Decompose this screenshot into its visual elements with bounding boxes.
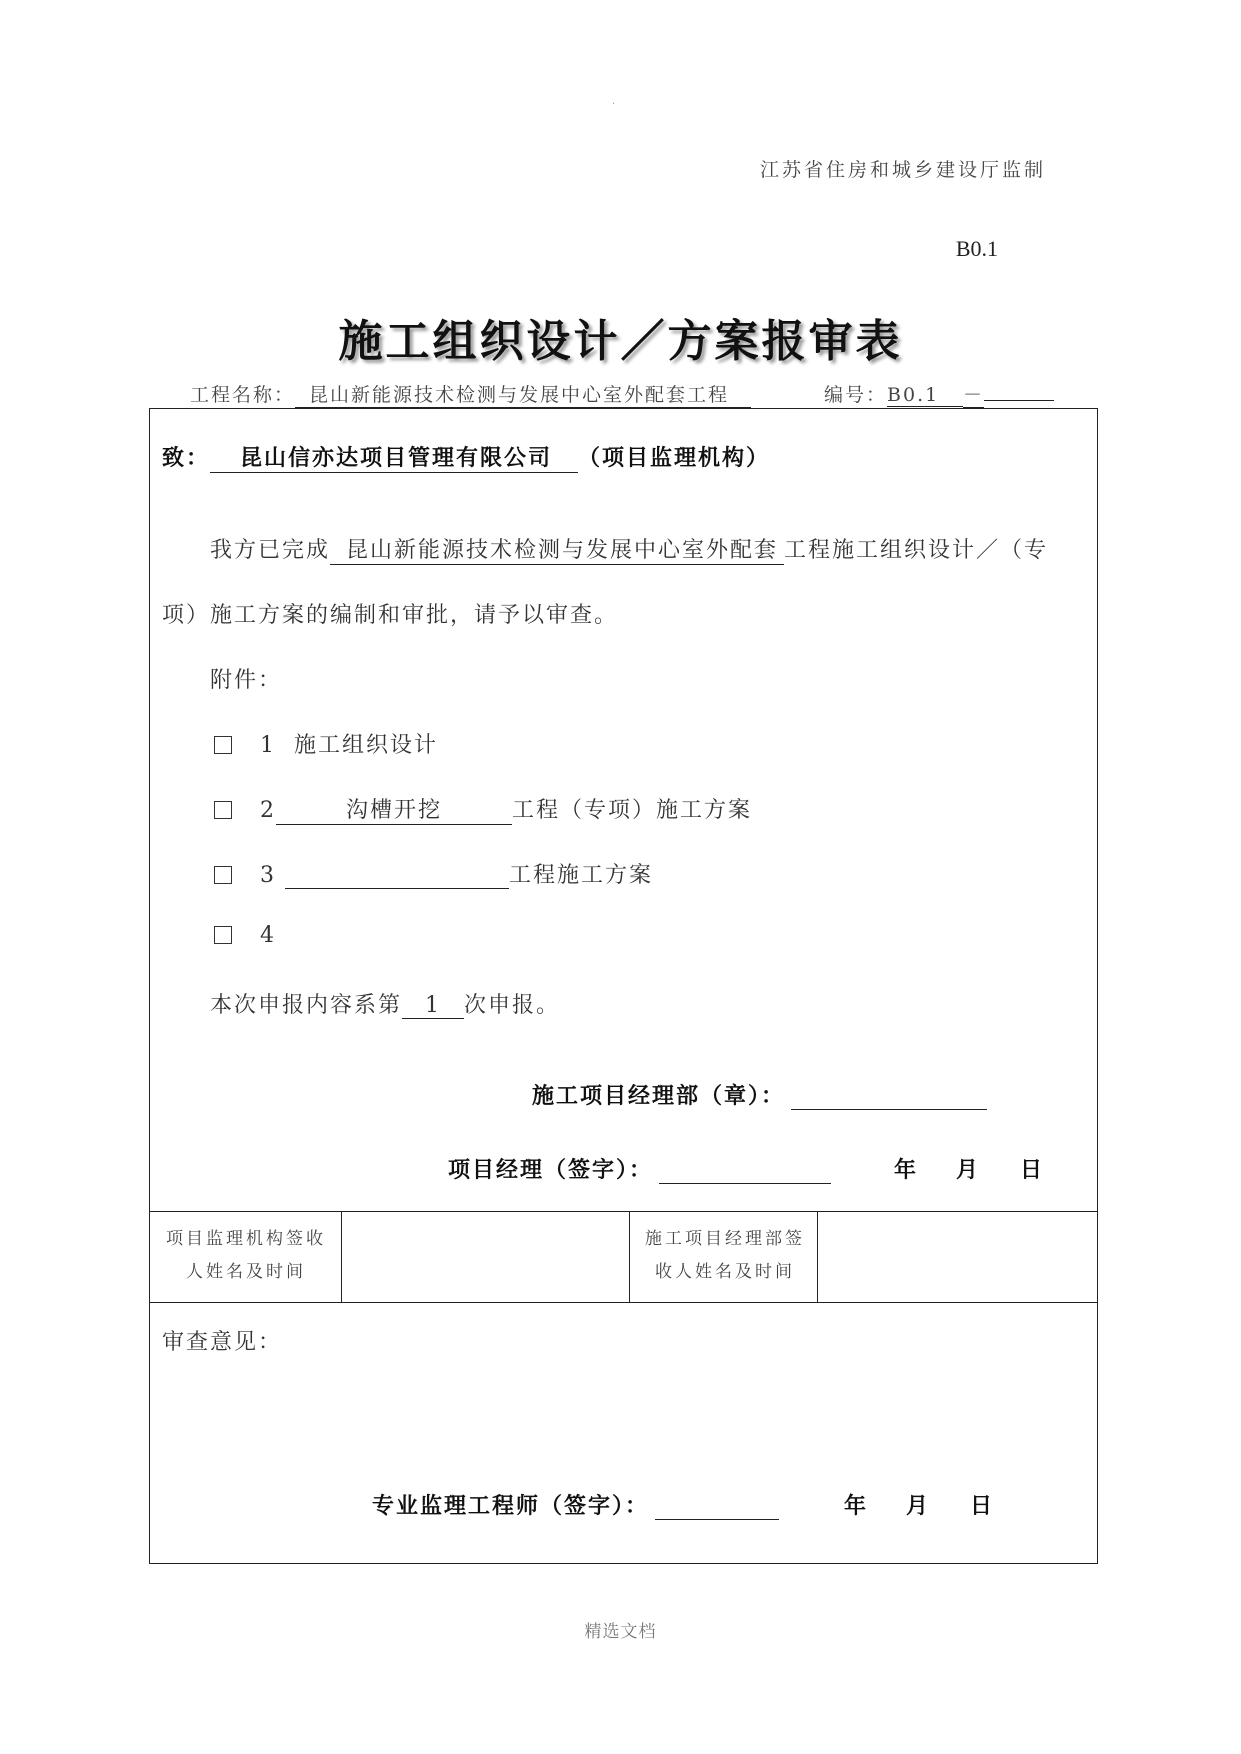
pm-year: 年 xyxy=(894,1158,919,1183)
addressee-line xyxy=(162,441,770,473)
review-opinion-field[interactable] xyxy=(150,1369,1097,1479)
attachment-item-1 xyxy=(214,728,438,759)
attachment-text-2: 工程（专项）施工方案 xyxy=(512,798,753,823)
attachment-text-3: 工程施工方案 xyxy=(509,863,654,888)
dept-seal-label: 施工项目经理部（章）： xyxy=(532,1084,786,1109)
attachment-text-1: 施工组织设计 xyxy=(294,733,439,758)
attachment-item-3 xyxy=(214,858,653,889)
checkbox-3[interactable] xyxy=(214,866,232,884)
project-name-value: 昆山新能源技术检测与发展中心室外配套工程 xyxy=(295,380,751,408)
pm-sign-blank xyxy=(659,1159,831,1184)
project-number-dash: － xyxy=(963,380,984,408)
para-project: 昆山新能源技术检测与发展中心室外配套 xyxy=(330,533,784,565)
row-divider-2 xyxy=(150,1302,1097,1303)
attachment-item-4 xyxy=(214,923,276,948)
pm-sign-label: 项目经理（签字）： xyxy=(448,1158,654,1183)
form-title: 施工组织设计／方案报审表 xyxy=(338,316,903,367)
form-table xyxy=(149,408,1098,1564)
attachments-label: 附件： xyxy=(210,668,283,693)
to-company: 昆山信亦达项目管理有限公司 xyxy=(210,441,578,473)
attachment-num-3: 3 xyxy=(260,863,276,888)
attachment-num-4: 4 xyxy=(260,923,276,948)
row-divider-1 xyxy=(150,1211,1097,1212)
attachment-num-2: 2 xyxy=(260,798,276,823)
to-label: 致： xyxy=(162,446,211,471)
project-number-label: 编号： xyxy=(824,384,888,406)
project-number-blank xyxy=(984,400,1054,401)
review-year: 年 xyxy=(844,1494,869,1519)
attachment-num-1: 1 xyxy=(260,733,276,758)
review-label: 审查意见： xyxy=(162,1330,283,1355)
col-divider-2 xyxy=(629,1211,630,1302)
contractor-receipt-label: 施工项目经理部签收人姓名及时间 xyxy=(645,1229,805,1282)
project-name-label: 工程名称： xyxy=(190,384,296,406)
checkbox-4[interactable] xyxy=(214,926,232,944)
pm-sign-line xyxy=(448,1153,831,1184)
para-tail-1: 工程施工组织设计／（专 xyxy=(784,538,1049,563)
project-number xyxy=(824,380,1054,408)
attachment-fill-2: 沟槽开挖 xyxy=(276,793,512,825)
engineer-sign-label: 专业监理工程师（签字）： xyxy=(372,1494,650,1519)
checkbox-1[interactable] xyxy=(214,736,232,754)
dept-seal-blank xyxy=(791,1085,987,1110)
review-day: 日 xyxy=(970,1494,995,1519)
footer-text: 精选文档 xyxy=(584,1622,657,1642)
to-suffix: （项目监理机构） xyxy=(578,446,771,471)
supervisor-receipt-field[interactable] xyxy=(343,1213,627,1301)
review-month: 月 xyxy=(906,1494,931,1519)
project-line xyxy=(190,380,1048,408)
form-code: B0.1 xyxy=(955,236,998,261)
contractor-receipt-field[interactable] xyxy=(819,1213,1097,1301)
checkbox-2[interactable] xyxy=(214,801,232,819)
attachment-fill-3 xyxy=(285,864,509,889)
times-tail: 次申报。 xyxy=(464,993,561,1018)
engineer-sign-blank xyxy=(655,1495,779,1520)
col-divider-3 xyxy=(817,1211,818,1302)
times-value: 1 xyxy=(402,993,464,1019)
submission-times xyxy=(210,988,560,1019)
pm-month: 月 xyxy=(956,1158,981,1183)
dept-seal-line xyxy=(532,1079,987,1110)
para-lead: 我方已完成 xyxy=(210,538,331,563)
times-lead: 本次申报内容系第 xyxy=(210,993,403,1018)
paragraph-line-1 xyxy=(210,533,1048,565)
pm-day: 日 xyxy=(1020,1158,1045,1183)
issuer-text: 江苏省住房和城乡建设厅监制 xyxy=(759,159,1046,181)
project-number-prefix: B0.1 xyxy=(887,384,963,407)
engineer-sign-line xyxy=(372,1489,779,1520)
col-divider-1 xyxy=(341,1211,342,1302)
paragraph-line-2: 项）施工方案的编制和审批，请予以审查。 xyxy=(162,603,619,628)
supervisor-receipt-label: 项目监理机构签收人姓名及时间 xyxy=(166,1229,326,1282)
top-dot: . xyxy=(612,96,616,107)
attachment-item-2 xyxy=(214,793,752,825)
